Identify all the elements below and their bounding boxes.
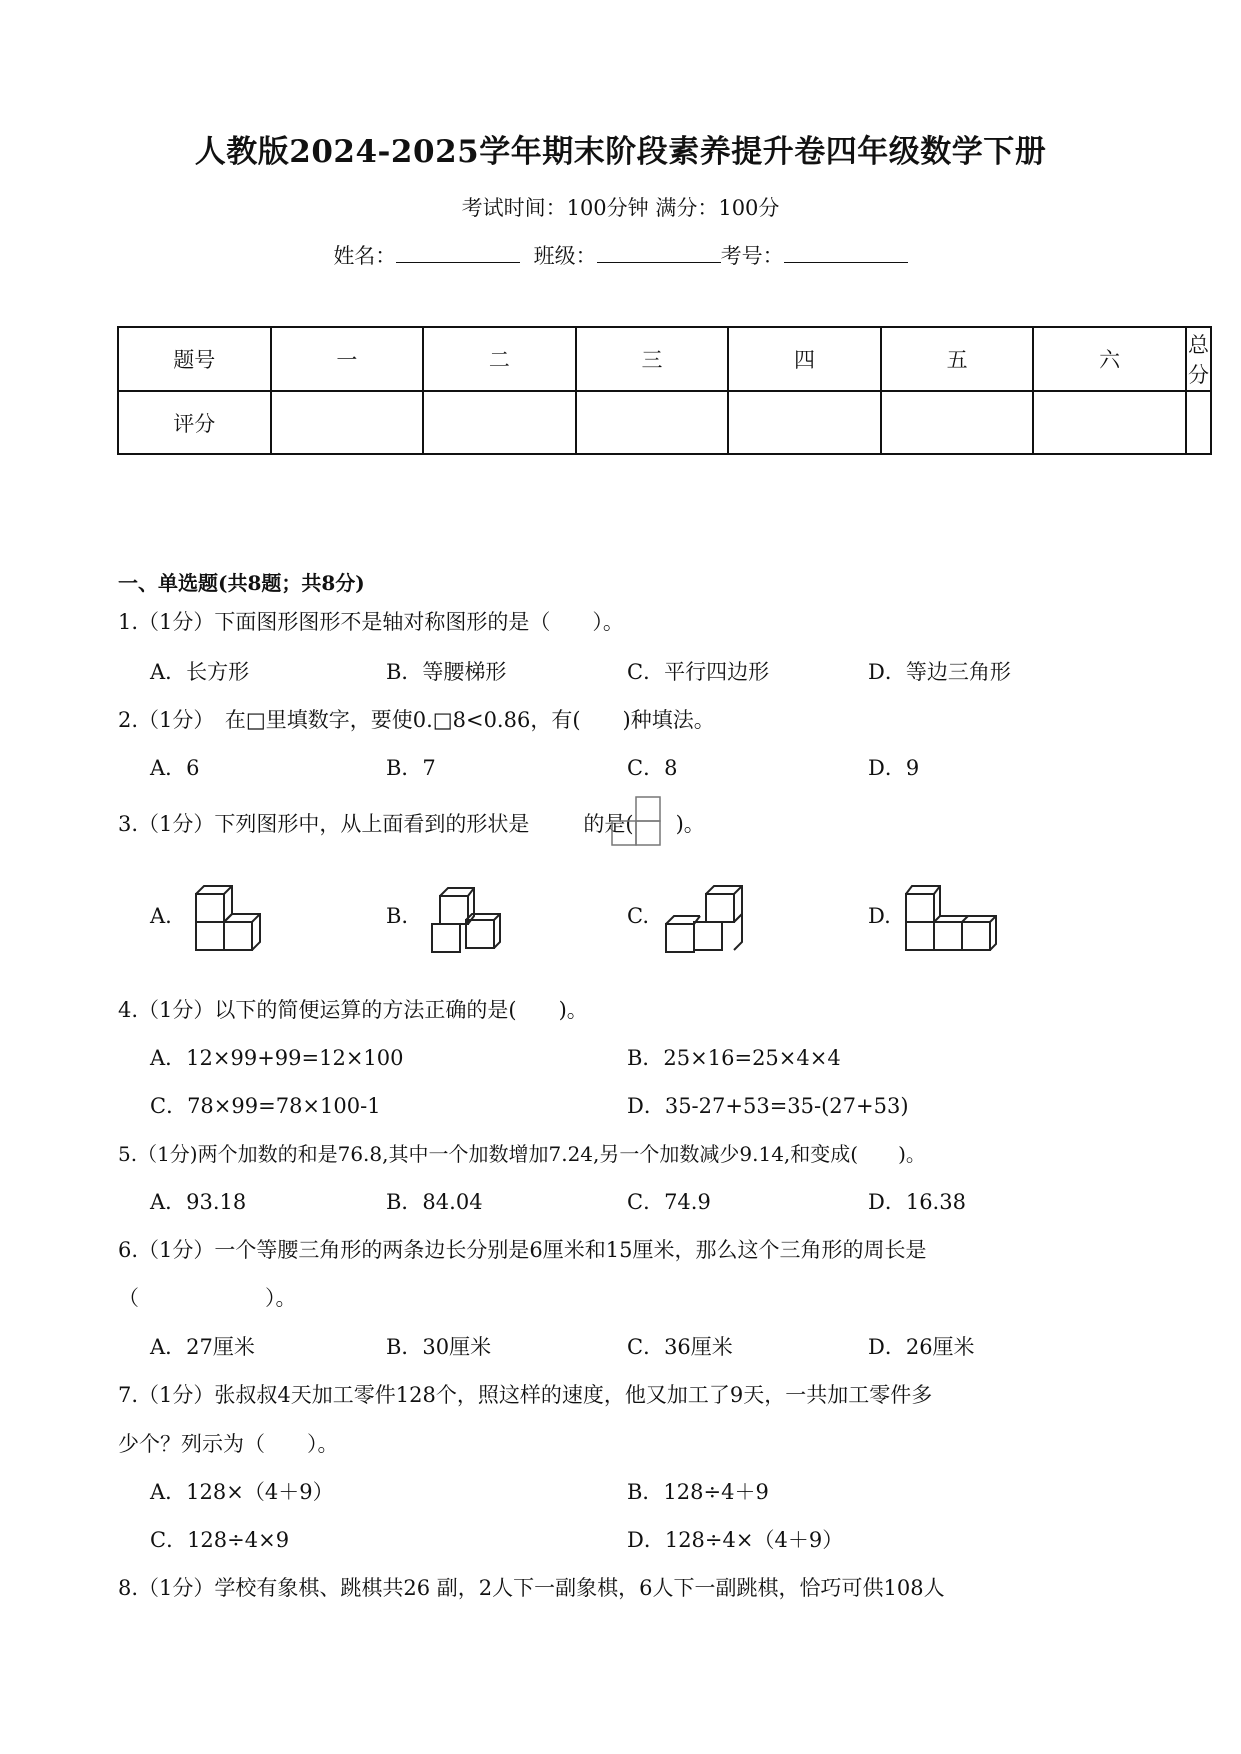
score-cell[interactable]	[881, 391, 1034, 454]
q6-option-b[interactable]: B．30厘米	[386, 1335, 492, 1359]
question-7-stem-line2: 少个？列示为（ ）。	[118, 1432, 339, 1456]
q4-option-c[interactable]: C．78×99=78×100-1	[150, 1094, 381, 1118]
cube-figure-b[interactable]	[430, 884, 510, 956]
cube-figure-c[interactable]	[664, 884, 754, 956]
question-6-stem-line1: 6.（1分）一个等腰三角形的两条边长分别是6厘米和15厘米，那么这个三角形的周长是	[118, 1238, 927, 1262]
q7-option-a[interactable]: A．128×（4＋9）	[150, 1480, 334, 1504]
score-cell[interactable]	[576, 391, 729, 454]
q6-option-d[interactable]: D．26厘米	[868, 1335, 975, 1359]
table-cell: 一	[271, 327, 424, 391]
score-table	[117, 326, 1212, 455]
number-label: 考号：	[720, 244, 784, 268]
table-cell: 题号	[118, 327, 271, 391]
number-field[interactable]	[784, 242, 908, 263]
cube-figure-a[interactable]	[194, 884, 274, 954]
score-cell[interactable]	[728, 391, 881, 454]
exam-info: 考试时间：100分钟 满分：100分	[461, 196, 780, 220]
table-cell: 五	[881, 327, 1034, 391]
name-field[interactable]	[396, 242, 520, 263]
q6-option-a[interactable]: A．27厘米	[150, 1335, 255, 1359]
q2-option-d[interactable]: D．9	[868, 756, 920, 780]
q1-option-c[interactable]: C．平行四边形	[627, 660, 770, 684]
q2-option-a[interactable]: A．6	[150, 756, 200, 780]
q1-option-d[interactable]: D．等边三角形	[868, 660, 1011, 684]
score-cell[interactable]	[1033, 391, 1186, 454]
q6-option-c[interactable]: C．36厘米	[627, 1335, 733, 1359]
table-cell: 评分	[118, 391, 271, 454]
table-cell: 四	[728, 327, 881, 391]
q5-option-d[interactable]: D．16.38	[868, 1190, 966, 1214]
top-view-figure	[610, 796, 662, 848]
q2-option-b[interactable]: B．7	[386, 756, 436, 780]
q7-option-b[interactable]: B．128÷4＋9	[627, 1480, 769, 1504]
table-cell: 六	[1033, 327, 1186, 391]
score-cell[interactable]	[271, 391, 424, 454]
q5-option-c[interactable]: C．74.9	[627, 1190, 711, 1214]
question-5-stem: 5.（1分)两个加数的和是76.8,其中一个加数增加7.24,另一个加数减少9.14,和变成( )。	[118, 1142, 926, 1166]
q4-option-b[interactable]: B．25×16=25×4×4	[627, 1046, 841, 1070]
question-1-stem: 1.（1分）下面图形图形不是轴对称图形的是（ ）。	[118, 610, 624, 634]
score-cell[interactable]	[1186, 391, 1211, 454]
q3-option-d[interactable]: D.	[868, 904, 891, 928]
score-table-score-row	[118, 391, 1211, 454]
q1-option-b[interactable]: B．等腰梯形	[386, 660, 507, 684]
q7-option-d[interactable]: D．128÷4×（4＋9）	[627, 1528, 844, 1552]
q4-option-a[interactable]: A．12×99+99=12×100	[150, 1046, 404, 1070]
q5-option-b[interactable]: B．84.04	[386, 1190, 483, 1214]
table-cell: 总分	[1186, 327, 1211, 391]
score-table-header-row	[118, 327, 1211, 391]
q5-option-a[interactable]: A．93.18	[150, 1190, 247, 1214]
score-cell[interactable]	[423, 391, 576, 454]
class-label: 班级：	[533, 244, 597, 268]
q2-option-c[interactable]: C．8	[627, 756, 678, 780]
question-8-stem: 8.（1分）学校有象棋、跳棋共26 副，2人下一副象棋，6人下一副跳棋，恰巧可供108人	[118, 1576, 945, 1600]
q3-option-b[interactable]: B.	[386, 904, 409, 928]
class-field[interactable]	[597, 242, 721, 263]
q4-option-d[interactable]: D．35-27+53=35-(27+53)	[627, 1094, 909, 1118]
q1-option-a[interactable]: A．长方形	[150, 660, 250, 684]
name-label: 姓名：	[333, 244, 397, 268]
question-7-stem-line1: 7.（1分）张叔叔4天加工零件128个，照这样的速度，他又加工了9天，一共加工零件多	[118, 1383, 933, 1407]
q3-option-a[interactable]: A.	[150, 904, 172, 928]
question-2-stem: 2.（1分） 在□里填数字，要使0.□8<0.86，有( )种填法。	[118, 708, 715, 732]
q3-stem-after: 的是( )。	[583, 812, 705, 836]
question-4-stem: 4.（1分）以下的简便运算的方法正确的是( )。	[118, 998, 588, 1022]
table-cell: 二	[423, 327, 576, 391]
section-heading: 一、单选题(共8题；共8分)	[118, 571, 365, 595]
q7-option-c[interactable]: C．128÷4×9	[150, 1528, 290, 1552]
table-cell: 三	[576, 327, 729, 391]
q3-stem-before: 3.（1分）下列图形中，从上面看到的形状是	[118, 812, 530, 836]
cube-figure-d[interactable]	[904, 882, 1004, 954]
student-info-line	[0, 240, 1241, 270]
exam-title: 人教版2024-2025学年期末阶段素养提升卷四年级数学下册	[194, 134, 1047, 170]
question-6-stem-line2: （ ）。	[118, 1286, 297, 1310]
q3-option-c[interactable]: C.	[627, 904, 649, 928]
